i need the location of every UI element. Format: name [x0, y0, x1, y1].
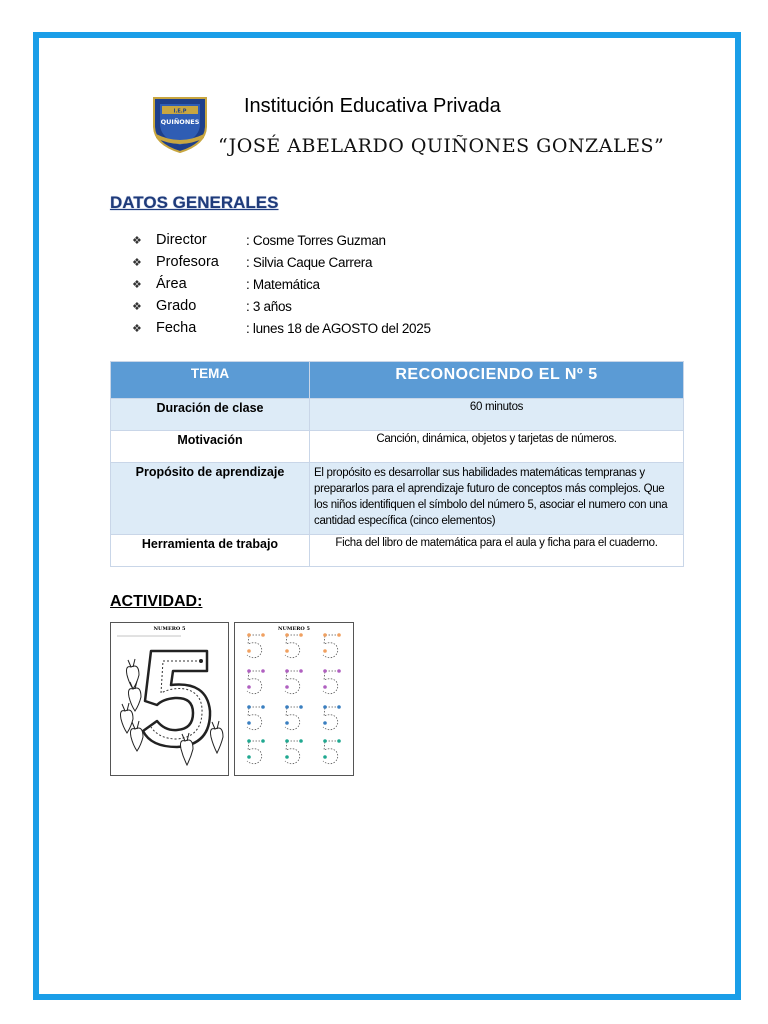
lesson-table: [110, 361, 684, 567]
worksheet-number-5-tracing: [110, 622, 229, 776]
start-dot: [247, 633, 251, 637]
start-dot: [337, 739, 341, 743]
dotted-five-figure: [247, 739, 265, 764]
start-dot: [323, 739, 327, 743]
tema-value: RECONOCIENDO EL Nº 5: [310, 362, 684, 399]
start-dot: [299, 739, 303, 743]
item-label: Fecha: [156, 320, 197, 336]
start-dot: [285, 705, 289, 709]
list-item: [132, 317, 431, 339]
school-crest-logo: [150, 92, 210, 154]
dotted-five-figure: [247, 669, 265, 694]
row-label: Herramienta de trabajo: [111, 535, 310, 567]
diamond-bullet-icon: ❖: [132, 300, 142, 313]
start-dot: [323, 755, 327, 759]
dotted-five-figure: [247, 633, 265, 658]
item-value: : lunes 18 de AGOSTO del 2025: [246, 320, 431, 336]
item-label: Área: [156, 276, 187, 292]
start-dot: [323, 721, 327, 725]
row-label: Motivación: [111, 431, 310, 463]
diamond-bullet-icon: ❖: [132, 256, 142, 269]
worksheet-number-5-practice: [234, 622, 354, 776]
carrot-icon: [121, 703, 134, 733]
worksheet-title: NUMERO 5: [153, 626, 186, 632]
start-dot: [261, 705, 265, 709]
start-dot: [323, 633, 327, 637]
start-dot: [285, 721, 289, 725]
start-dot: [261, 669, 265, 673]
start-dot: [299, 705, 303, 709]
item-value: : 3 años: [246, 298, 292, 314]
list-item: [132, 229, 431, 251]
table-header-row: [111, 362, 684, 399]
row-label: Propósito de aprendizaje: [111, 463, 310, 535]
svg-text:QUIÑONES: QUIÑONES: [160, 118, 200, 126]
carrot-icon: [127, 659, 140, 689]
start-dot: [323, 705, 327, 709]
dotted-five-figure: [285, 633, 303, 658]
item-label: Grado: [156, 298, 197, 314]
start-dot: [247, 721, 251, 725]
start-dot: [285, 739, 289, 743]
start-dot: [247, 669, 251, 673]
row-value: Ficha del libro de matemática para el aula y ficha para el cuaderno.: [310, 535, 684, 567]
table-row: [111, 535, 684, 567]
dotted-five-figure: [323, 633, 341, 658]
start-dot: [261, 633, 265, 637]
start-dot: [299, 633, 303, 637]
start-dot: [337, 669, 341, 673]
table-row: [111, 463, 684, 535]
start-dot: [247, 739, 251, 743]
big-five-tracing-illustration: [111, 623, 228, 775]
start-dot: [247, 755, 251, 759]
item-value: : Cosme Torres Guzman: [246, 232, 386, 248]
list-item: [132, 251, 431, 273]
start-dot: [323, 685, 327, 689]
institution-type: Institución Educativa Privada: [244, 95, 501, 117]
table-row: [111, 431, 684, 463]
activity-heading: ACTIVIDAD:: [110, 593, 203, 610]
general-data-list: [132, 229, 431, 339]
list-item: [132, 273, 431, 295]
start-dot: [247, 685, 251, 689]
worksheet-title: NUMERO 5: [277, 626, 310, 632]
start-dot: [285, 755, 289, 759]
carrot-icon: [211, 721, 224, 753]
carrot-icon: [131, 721, 144, 751]
start-dot: [337, 705, 341, 709]
item-label: Profesora: [156, 254, 219, 270]
general-data-heading: DATOS GENERALES: [110, 193, 279, 212]
item-value: : Matemática: [246, 276, 320, 292]
item-label: Director: [156, 232, 207, 248]
svg-text:I.E.P: I.E.P: [173, 108, 187, 115]
diamond-bullet-icon: ❖: [132, 278, 142, 291]
row-value: El propósito es desarrollar sus habilidades matemáticas tempranas y prepararlos para el aprendizaje futuro de conceptos más complejos. Que los niños identifiquen el símbolo del número 5, asociar el numero con una cantidad específica (cinco elementos): [310, 463, 684, 535]
start-dot: [285, 669, 289, 673]
row-label: Duración de clase: [111, 399, 310, 431]
table-row: [111, 399, 684, 431]
tema-label: TEMA: [111, 362, 310, 399]
diamond-bullet-icon: ❖: [132, 322, 142, 335]
row-value: 60 minutos: [310, 399, 684, 431]
start-dot: [323, 649, 327, 653]
dotted-five-grid: [235, 623, 353, 775]
start-dot: [247, 649, 251, 653]
dotted-five-figure: [285, 669, 303, 694]
list-item: [132, 295, 431, 317]
dotted-five-figure: [285, 705, 303, 730]
start-dot: [261, 739, 265, 743]
institution-name: “JOSÉ ABELARDO QUIÑONES GONZALES”: [218, 135, 665, 157]
diamond-bullet-icon: ❖: [132, 234, 142, 247]
row-value: Canción, dinámica, objetos y tarjetas de números.: [310, 431, 684, 463]
start-dot: [337, 633, 341, 637]
start-dot: [299, 669, 303, 673]
item-value: : Silvia Caque Carrera: [246, 254, 373, 270]
dotted-five-figure: [323, 669, 341, 694]
start-dot: [285, 649, 289, 653]
dotted-five-figure: [247, 705, 265, 730]
dotted-five-figure: [323, 739, 341, 764]
start-dot: [247, 705, 251, 709]
dotted-five-figure: [323, 705, 341, 730]
start-dot: [323, 669, 327, 673]
dotted-five-figure: [285, 739, 303, 764]
start-dot: [285, 633, 289, 637]
start-dot: [285, 685, 289, 689]
